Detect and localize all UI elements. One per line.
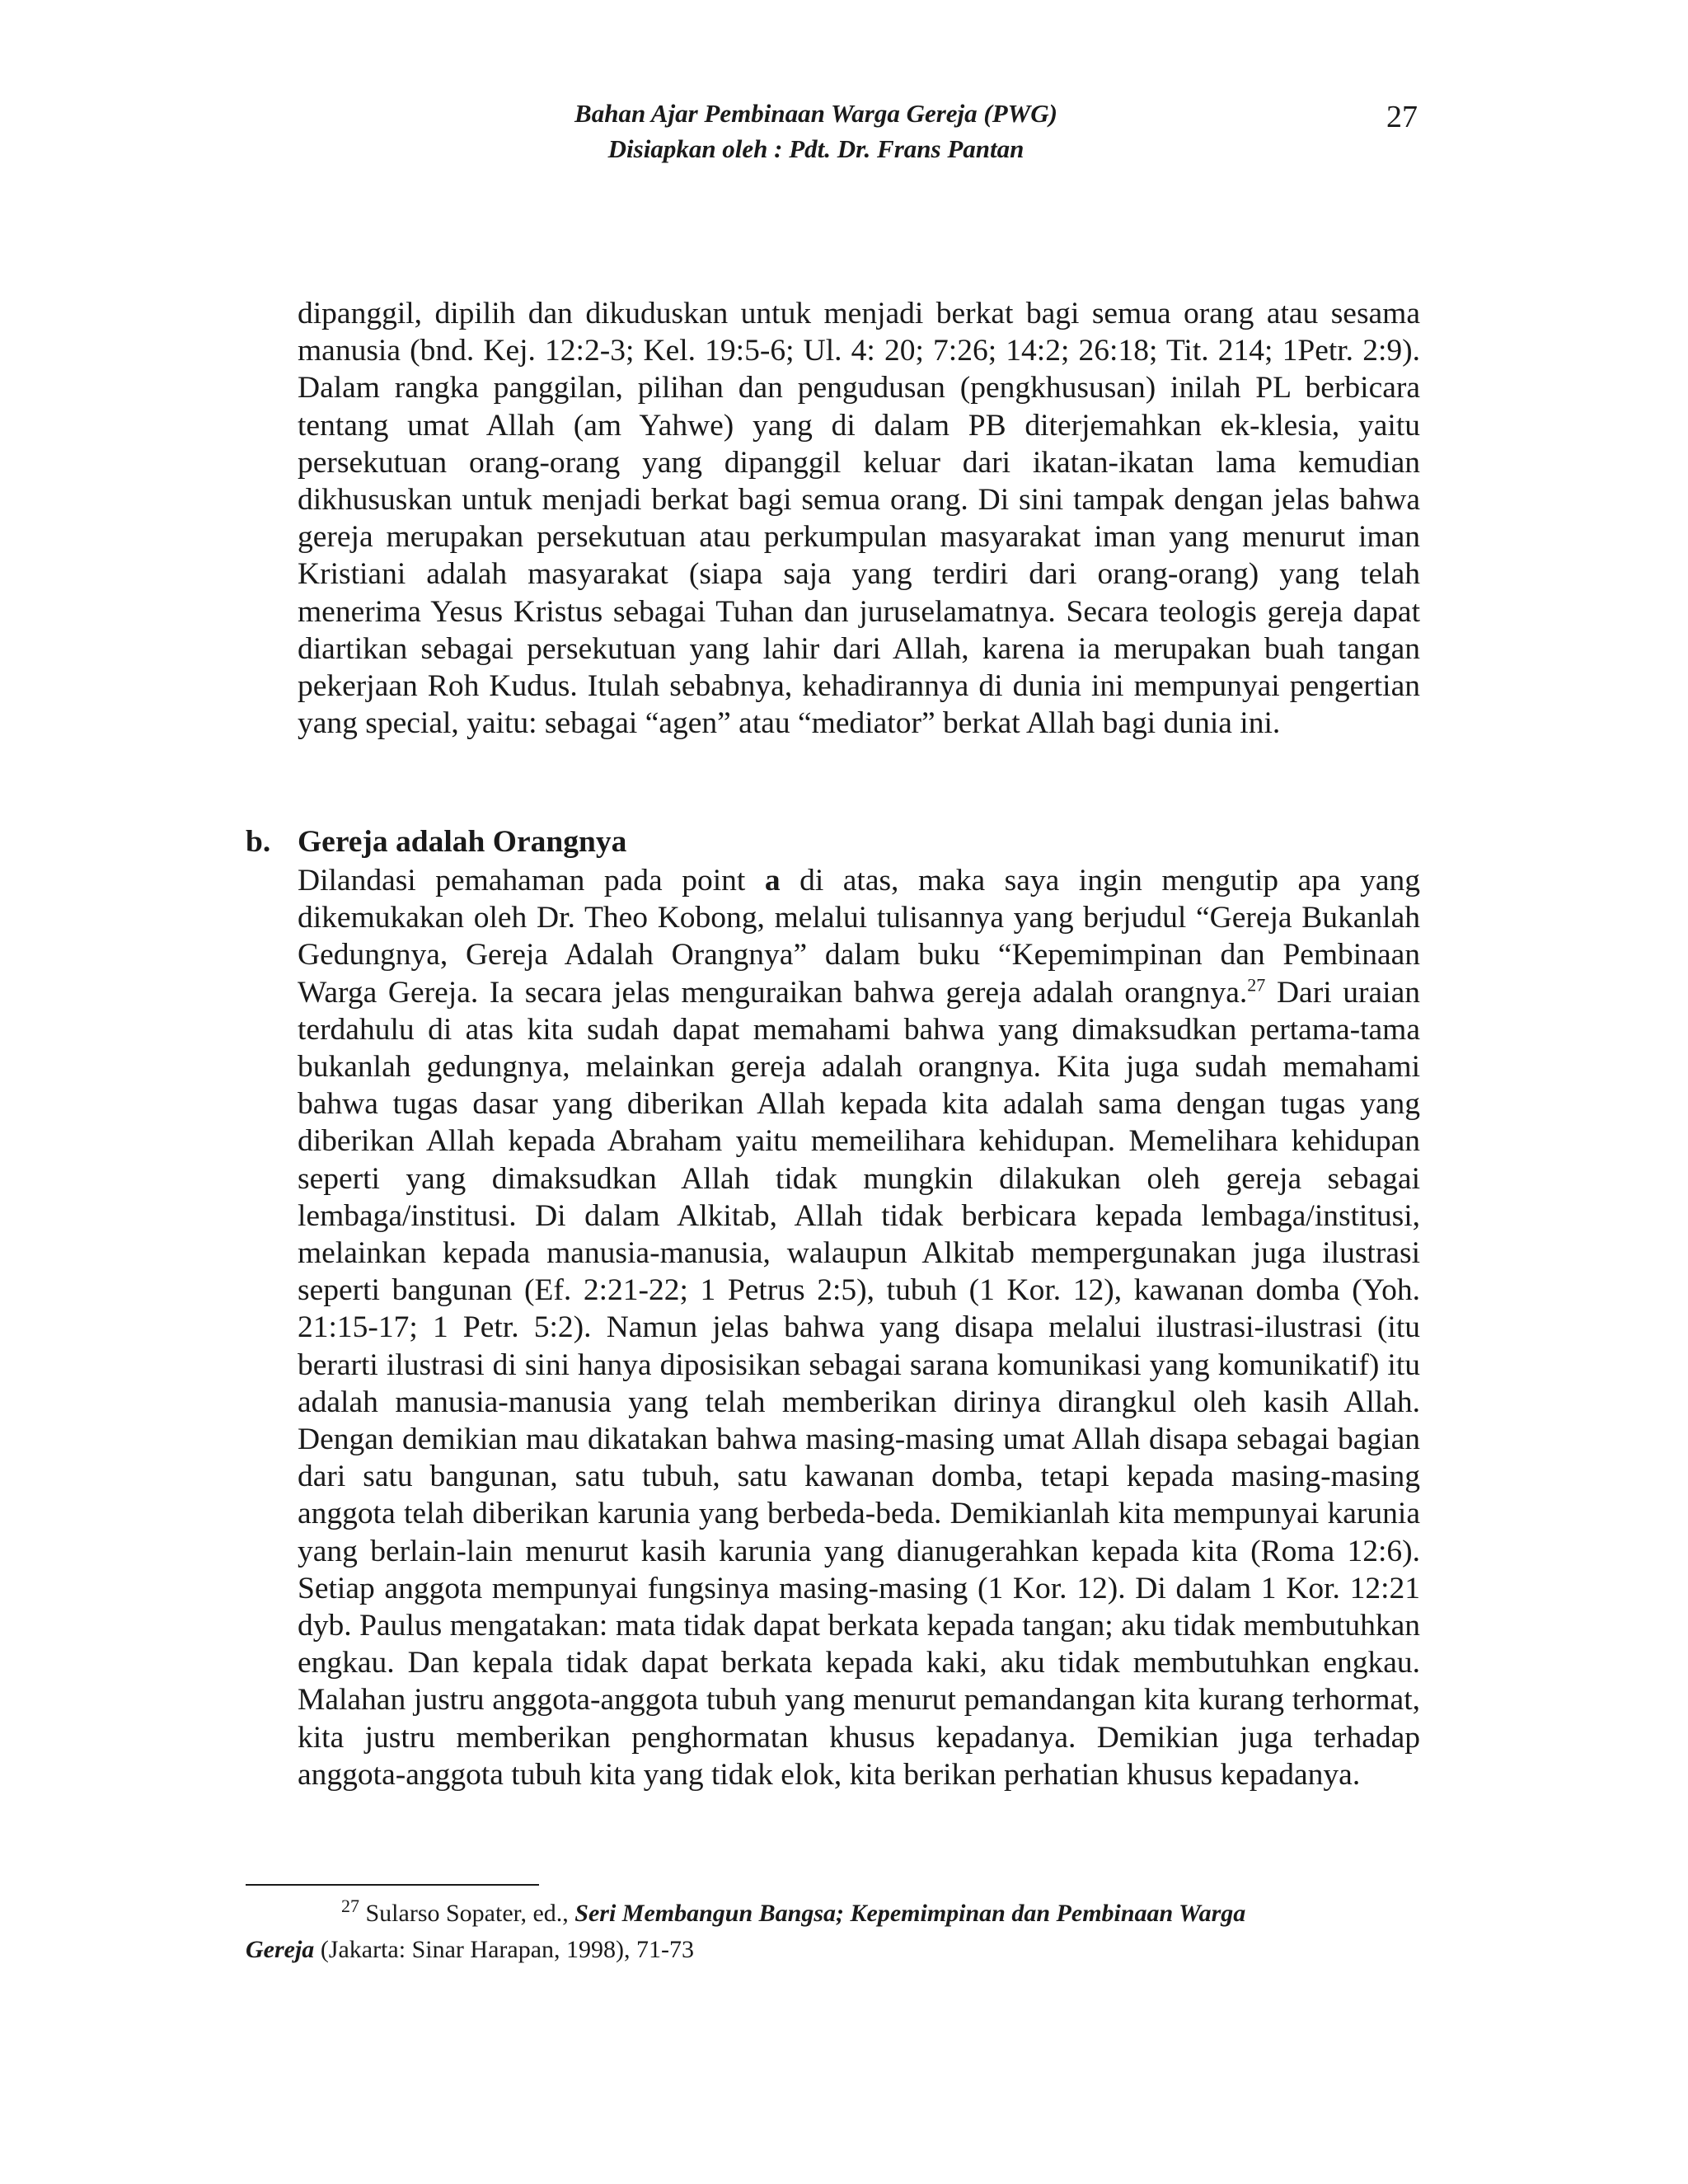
footnote-number: 27 (341, 1896, 359, 1916)
body-paragraph-1: dipanggil, dipilih dan dikuduskan untuk menjadi berkat bagi semua orang atau sesama manusia (bnd. Kej. 12:2-3; Kel. 19:5-6; Ul. 4: 20; 7:26; 14:2; 26:18; Tit. 214; 1Petr. 2:9). Dalam rangka panggilan, pilihan dan pengudusan (pengkhususan) inilah PL berbicara tentang umat Allah (am Yahwe) yang di dalam PB diterjemahkan ek-klesia, yaitu persekutuan orang-orang yang dipanggil keluar dari ikatan-ikatan lama kemudian dikhususkan untuk menjadi berkat bagi semua orang. Di sini tampak dengan jelas bahwa gereja merupakan persekutuan atau perkumpulan masyarakat iman yang menurut iman Kristiani adalah masyarakat (siapa saja yang terdiri dari orang-orang) yang telah menerima Yesus Kristus sebagai Tuhan dan juruselamatnya. Secara teologis gereja dapat diartikan sebagai persekutuan yang lahir dari Allah, karena ia merupakan buah tangan pekerjaan Roh Kudus. Itulah sebabnya, kehadirannya di dunia ini mempunyai pengertian yang special, yaitu: sebagai “agen” atau “mediator” berkat Allah bagi dunia ini. (298, 297, 1420, 741)
footnote (246, 1896, 1400, 1968)
paragraph-text-part1: Dilandasi pemahaman pada point (298, 864, 765, 898)
page-number: 27 (1386, 100, 1418, 134)
paragraph-text-part2: di atas, maka saya ingin mengutip apa yang dikemukakan oleh Dr. Theo Kobong, melalui tulisannya yang berjudul “Gereja Bukanlah Gedungnya, Gereja Adalah Orangnya” dalam buku “Kepemimpinan dan Pembinaan Warga Gereja. Ia secara jelas menguraikan bahwa gereja adalah orangnya. (298, 864, 1421, 1010)
body-paragraph-2 (298, 862, 1420, 1793)
header-author: Disiapkan oleh : Pdt. Dr. Frans Pantan (607, 134, 1025, 163)
footnote-publication: (Jakarta: Sinar Harapan, 1998), 71-73 (314, 1936, 694, 1963)
footnote-book-title-cont: Gereja (246, 1936, 315, 1963)
section-marker: b. (246, 825, 271, 859)
header-title: Bahan Ajar Pembinaan Warga Gereja (PWG) (574, 99, 1057, 128)
footnote-divider (246, 1884, 539, 1886)
bold-point-a: a (764, 864, 781, 898)
footnote-author: Sularso Sopater, ed., (359, 1900, 575, 1927)
section-title: Gereja adalah Orangnya (298, 825, 627, 859)
section-heading (246, 824, 626, 860)
footnote-reference[interactable]: 27 (1247, 974, 1266, 996)
paragraph-text-part3: Dari uraian terdahulu di atas kita sudah dapat memahami bahwa yang dimaksudkan pertama-tama bukanlah gedungnya, melainkan gereja adalah orangnya. Kita juga sudah memahami bahwa tugas dasar yang diberikan Allah kepada kita adalah sama dengan tugas yang diberikan Allah kepada Abraham yaitu memeilihara kehidupan. Memelihara kehidupan seperti yang dimaksudkan Allah tidak mungkin dilakukan oleh gereja sebagai lembaga/institusi. Di dalam Alkitab, Allah tidak berbicara kepada lembaga/institusi, melainkan kepada manusia-manusia, walaupun Alkitab mempergunakan juga ilustrasi seperti bangunan (Ef. 2:21-22; 1 Petrus 2:5), tubuh (1 Kor. 12), kawanan domba (Yoh. 21:15-17; 1 Petr. 5:2). Namun jelas bahwa yang disapa melalui ilustrasi-ilustrasi (itu berarti ilustrasi di sini hanya diposisikan sebagai sarana komunikasi yang komunikatif) itu adalah manusia-manusia yang telah memberikan dirinya dirangkul oleh kasih Allah. Dengan demikian mau dikatakan bahwa masing-masing umat Allah disapa sebagai bagian dari satu bangunan, satu tubuh, satu kawanan domba, tetapi kepada masing-masing anggota telah diberikan karunia yang berbeda-beda. Demikianlah kita mempunyai karunia yang berlain-lain menurut kasih karunia yang dianugerahkan kepada kita (Roma 12:6). Setiap anggota mempunyai fungsinya masing-masing (1 Kor. 12). Di dalam 1 Kor. 12:21 dyb. Paulus mengatakan: mata tidak dapat berkata kepada tangan; aku tidak membutuhkan engkau. Dan kepala tidak dapat berkata kepada kaki, aku tidak membutuhkan engkau. Malahan justru anggota-anggota tubuh yang menurut pemandangan kita kurang terhormat, kita justru memberikan penghormatan khusus kepadanya. Demikian juga terhadap anggota-anggota tubuh kita yang tidak elok, kita berikan perhatian khusus kepadanya. (298, 975, 1420, 1792)
footnote-book-title: Seri Membangun Bangsa; Kepemimpinan dan Pembinaan Warga (574, 1900, 1246, 1927)
